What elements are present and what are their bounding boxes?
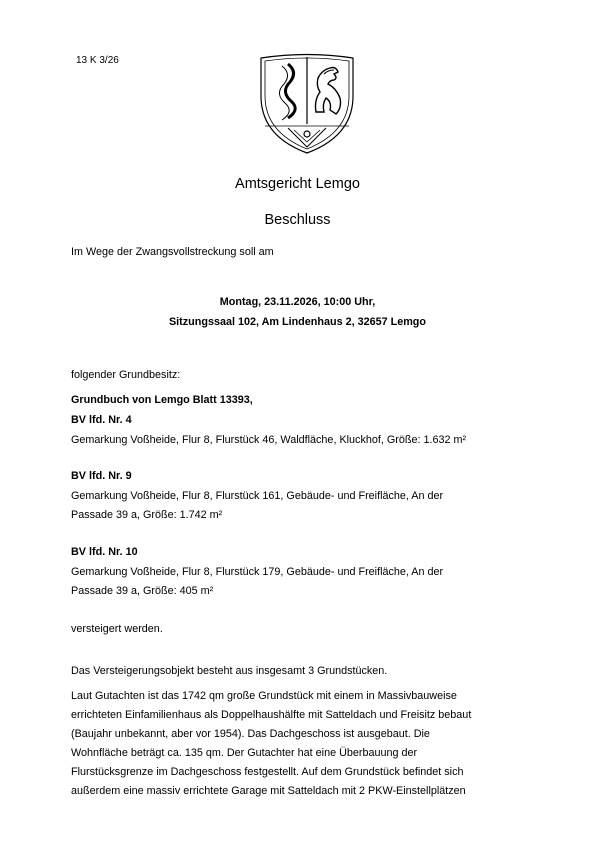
description-line: Flurstücksgrenze im Dachgeschoss festgestellt. Auf dem Grundstück befindet sich <box>71 766 464 778</box>
file-number: 13 K 3/26 <box>76 55 119 66</box>
description-line: Wohnfläche beträgt ca. 135 qm. Der Gutachter hat eine Überbauung der <box>71 747 418 759</box>
auction-date: Montag, 23.11.2026, 10:00 Uhr, <box>219 296 376 308</box>
coat-of-arms-icon <box>258 52 356 156</box>
object-summary: Das Versteigerungsobjekt besteht aus insgesamt 3 Grundstücken. <box>71 665 388 677</box>
parcel-line: Gemarkung Voßheide, Flur 8, Flurstück 46, Waldfläche, Kluckhof, Größe: 1.632 m² <box>71 434 467 446</box>
land-register: Grundbuch von Lemgo Blatt 13393, <box>71 394 253 406</box>
parcel-heading: BV lfd. Nr. 9 <box>71 470 132 482</box>
parcel-line: Gemarkung Voßheide, Flur 8, Flurstück 179, Gebäude- und Freifläche, An der <box>71 566 444 578</box>
description-line: (Baujahr unbekannt, aber vor 1954). Das Dachgeschoss ist ausgebaut. Die <box>71 728 430 740</box>
parcel-heading: BV lfd. Nr. 10 <box>71 546 138 558</box>
auction-location: Sitzungssaal 102, Am Lindenhaus 2, 32657 Lemgo <box>168 316 426 328</box>
parcel-line: Passade 39 a, Größe: 1.742 m² <box>71 509 223 521</box>
description-line: Laut Gutachten ist das 1742 qm große Grundstück mit einem in Massivbauweise <box>71 690 457 702</box>
parcel-line: Gemarkung Voßheide, Flur 8, Flurstück 161, Gebäude- und Freifläche, An der <box>71 490 444 502</box>
description-line: außerdem eine massiv errichtete Garage mit Satteldach mit 2 PKW-Einstellplätzen <box>71 785 466 797</box>
court-name: Amtsgericht Lemgo <box>235 176 360 192</box>
document-title: Beschluss <box>264 212 331 228</box>
property-intro: folgender Grundbesitz: <box>71 369 181 381</box>
intro-text: Im Wege der Zwangsvollstreckung soll am <box>71 246 274 258</box>
parcel-line: Passade 39 a, Größe: 405 m² <box>71 585 214 597</box>
versteigert-text: versteigert werden. <box>71 623 163 635</box>
parcel-heading: BV lfd. Nr. 4 <box>71 414 132 426</box>
description-line: errichteten Einfamilienhaus als Doppelhaushälfte mit Satteldach und Freisitz bebaut <box>71 709 472 721</box>
